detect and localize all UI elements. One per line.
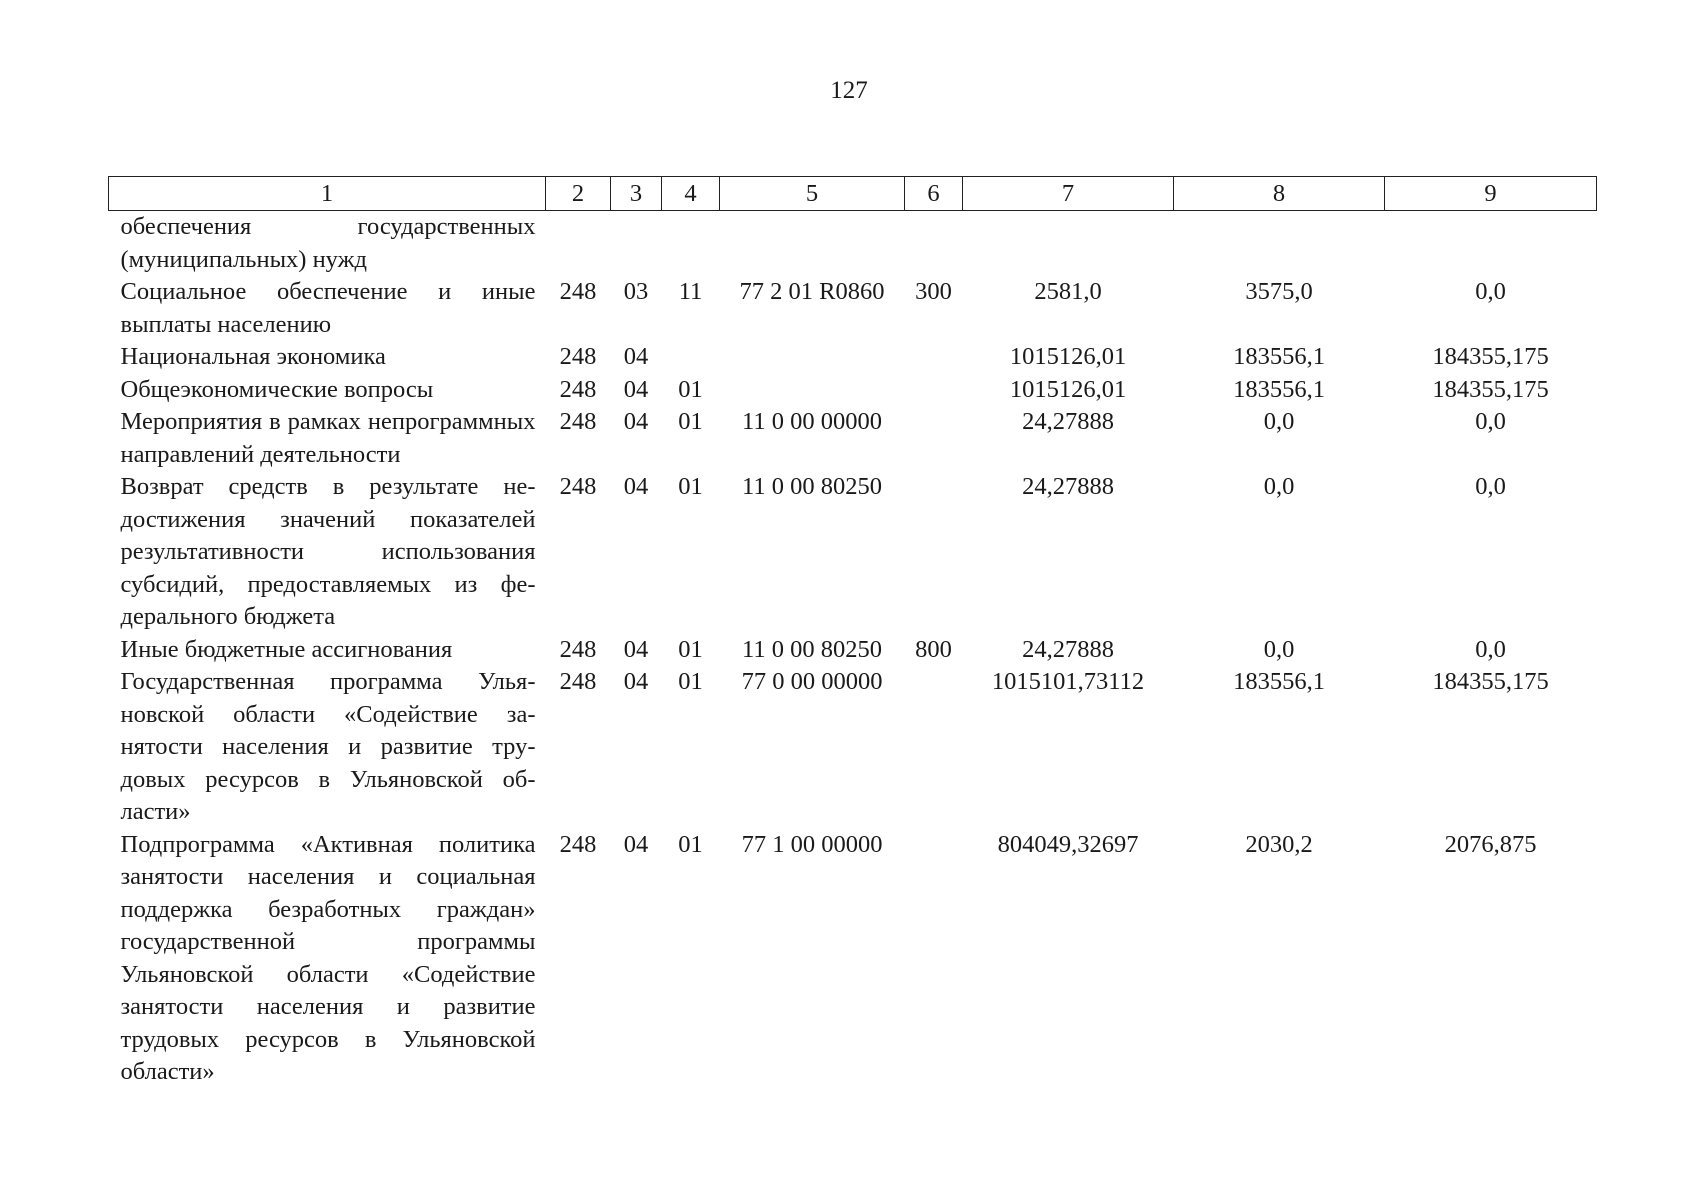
row-value-col9: 0,0 bbox=[1475, 635, 1506, 663]
row-expense-type-code bbox=[905, 829, 963, 1089]
header-col-1: 1 bbox=[109, 177, 546, 211]
row-section-code: 04 bbox=[623, 830, 649, 858]
row-expense-type-code: 800 bbox=[915, 635, 952, 663]
header-col-8: 8 bbox=[1174, 177, 1385, 211]
table-row bbox=[109, 211, 1597, 277]
row-name: Мероприятия в рамках непрограммных направлений деятельности bbox=[120, 408, 536, 468]
row-section-code: 04 bbox=[623, 375, 649, 403]
row-target-article-code bbox=[720, 211, 905, 277]
row-section-code bbox=[611, 211, 662, 277]
row-name: Общеэкономические вопросы bbox=[120, 375, 434, 403]
row-expense-type-code bbox=[905, 374, 963, 407]
row-expense-type-code bbox=[905, 211, 963, 277]
table-row bbox=[109, 666, 1597, 829]
row-expense-type-code bbox=[905, 471, 963, 634]
row-subsection-code: 01 bbox=[678, 668, 703, 695]
row-name: Иные бюджетные ассигнования bbox=[120, 635, 453, 663]
row-value-col8: 183556,1 bbox=[1233, 375, 1325, 403]
row-value-col8 bbox=[1174, 211, 1385, 277]
header-col-9: 9 bbox=[1385, 177, 1597, 211]
row-section-code: 03 bbox=[623, 278, 649, 305]
table-row bbox=[109, 276, 1597, 341]
row-grbs-code: 248 bbox=[559, 635, 597, 663]
table-row bbox=[109, 829, 1597, 1089]
row-value-col7 bbox=[963, 211, 1174, 277]
row-target-article-code: 77 1 00 00000 bbox=[741, 830, 883, 858]
row-value-col9: 2076,875 bbox=[1444, 830, 1537, 858]
row-section-code: 04 bbox=[623, 473, 649, 500]
row-value-col8: 0,0 bbox=[1263, 473, 1295, 500]
row-value-col8: 2030,2 bbox=[1245, 830, 1313, 858]
row-name: Социальное обеспечение и иные выплаты населению bbox=[120, 278, 536, 338]
row-grbs-code: 248 bbox=[559, 408, 597, 435]
row-value-col8: 0,0 bbox=[1263, 635, 1295, 663]
row-grbs-code: 248 bbox=[559, 343, 597, 370]
row-subsection-code: 11 bbox=[678, 278, 703, 305]
row-name: Подпрограмма «Активная политика занятости населения и социальная поддержка безработных граждан» государственной программы Ульяновской области «Содействие занятости населения и развитие трудовых ресурсов в Ульяновской области» bbox=[120, 830, 536, 1085]
row-value-col8: 183556,1 bbox=[1233, 668, 1325, 695]
table-row bbox=[109, 374, 1597, 407]
row-grbs-code bbox=[546, 211, 611, 277]
header-col-7: 7 bbox=[963, 177, 1174, 211]
row-section-code: 04 bbox=[623, 408, 649, 435]
table-row bbox=[109, 471, 1597, 634]
row-grbs-code: 248 bbox=[559, 278, 597, 305]
header-col-3: 3 bbox=[611, 177, 662, 211]
row-target-article-code bbox=[720, 341, 905, 374]
page-number: 127 bbox=[830, 77, 868, 104]
row-name: Государственная программа Ульяновской области «Содействие занятости населения и развитие трудовых ресурсов в Ульяновской области» bbox=[120, 668, 536, 825]
row-value-col7: 2581,0 bbox=[1034, 278, 1102, 305]
row-target-article-code: 77 0 00 00000 bbox=[741, 668, 883, 695]
header-col-4: 4 bbox=[662, 177, 720, 211]
row-grbs-code: 248 bbox=[559, 668, 597, 695]
row-value-col7: 1015101,73112 bbox=[991, 668, 1145, 695]
row-subsection-code bbox=[662, 211, 720, 277]
row-name: Возврат средств в результате недостижения значений показателей результативности использования субсидий, предоставляемых из федерального бюджета bbox=[120, 473, 536, 630]
row-value-col8: 3575,0 bbox=[1245, 278, 1313, 305]
row-target-article-code: 11 0 00 80250 bbox=[742, 473, 882, 500]
header-col-5: 5 bbox=[720, 177, 905, 211]
row-value-col9: 184355,175 bbox=[1432, 343, 1549, 370]
row-expense-type-code bbox=[905, 341, 963, 374]
row-grbs-code: 248 bbox=[559, 830, 597, 858]
row-subsection-code bbox=[662, 341, 720, 374]
table-row bbox=[109, 341, 1597, 374]
header-col-2: 2 bbox=[546, 177, 611, 211]
header-col-6: 6 bbox=[905, 177, 963, 211]
row-grbs-code: 248 bbox=[559, 375, 597, 403]
row-section-code: 04 bbox=[623, 343, 649, 370]
row-value-col7: 24,27888 bbox=[1022, 408, 1114, 435]
row-target-article-code bbox=[720, 374, 905, 407]
row-section-code: 04 bbox=[623, 668, 649, 695]
row-name: Национальная экономика bbox=[120, 343, 386, 370]
table-row bbox=[109, 406, 1597, 471]
row-value-col9: 0,0 bbox=[1475, 473, 1506, 500]
row-value-col7: 804049,32697 bbox=[997, 830, 1139, 858]
table-header bbox=[109, 177, 1597, 211]
row-value-col9 bbox=[1385, 211, 1597, 277]
row-value-col9: 0,0 bbox=[1475, 408, 1506, 435]
row-subsection-code: 01 bbox=[678, 408, 703, 435]
row-subsection-code: 01 bbox=[678, 830, 703, 858]
row-value-col9: 0,0 bbox=[1475, 278, 1506, 305]
row-subsection-code: 01 bbox=[678, 375, 703, 403]
row-value-col7: 1015126,01 bbox=[1009, 375, 1127, 403]
row-expense-type-code: 300 bbox=[915, 278, 952, 305]
row-target-article-code: 11 0 00 80250 bbox=[742, 635, 882, 663]
row-value-col9: 184355,175 bbox=[1432, 375, 1549, 403]
row-value-col8: 0,0 bbox=[1263, 408, 1295, 435]
row-value-col7: 1015126,01 bbox=[1009, 343, 1127, 370]
row-target-article-code: 77 2 01 R0860 bbox=[739, 278, 885, 305]
row-value-col7: 24,27888 bbox=[1022, 473, 1114, 500]
row-value-col7: 24,27888 bbox=[1022, 635, 1114, 663]
row-name: обеспечения государственных (муниципальных) нужд bbox=[120, 213, 536, 273]
budget-table bbox=[108, 176, 1597, 1089]
row-value-col8: 183556,1 bbox=[1233, 343, 1325, 370]
row-target-article-code: 11 0 00 00000 bbox=[742, 408, 882, 435]
row-subsection-code: 01 bbox=[678, 635, 703, 663]
table-row bbox=[109, 634, 1597, 667]
row-section-code: 04 bbox=[623, 635, 649, 663]
row-grbs-code: 248 bbox=[559, 473, 597, 500]
row-expense-type-code bbox=[905, 666, 963, 829]
row-value-col9: 184355,175 bbox=[1432, 668, 1549, 695]
table-body bbox=[109, 211, 1597, 1089]
row-expense-type-code bbox=[905, 406, 963, 471]
row-subsection-code: 01 bbox=[678, 473, 703, 500]
header-row bbox=[109, 177, 1597, 211]
